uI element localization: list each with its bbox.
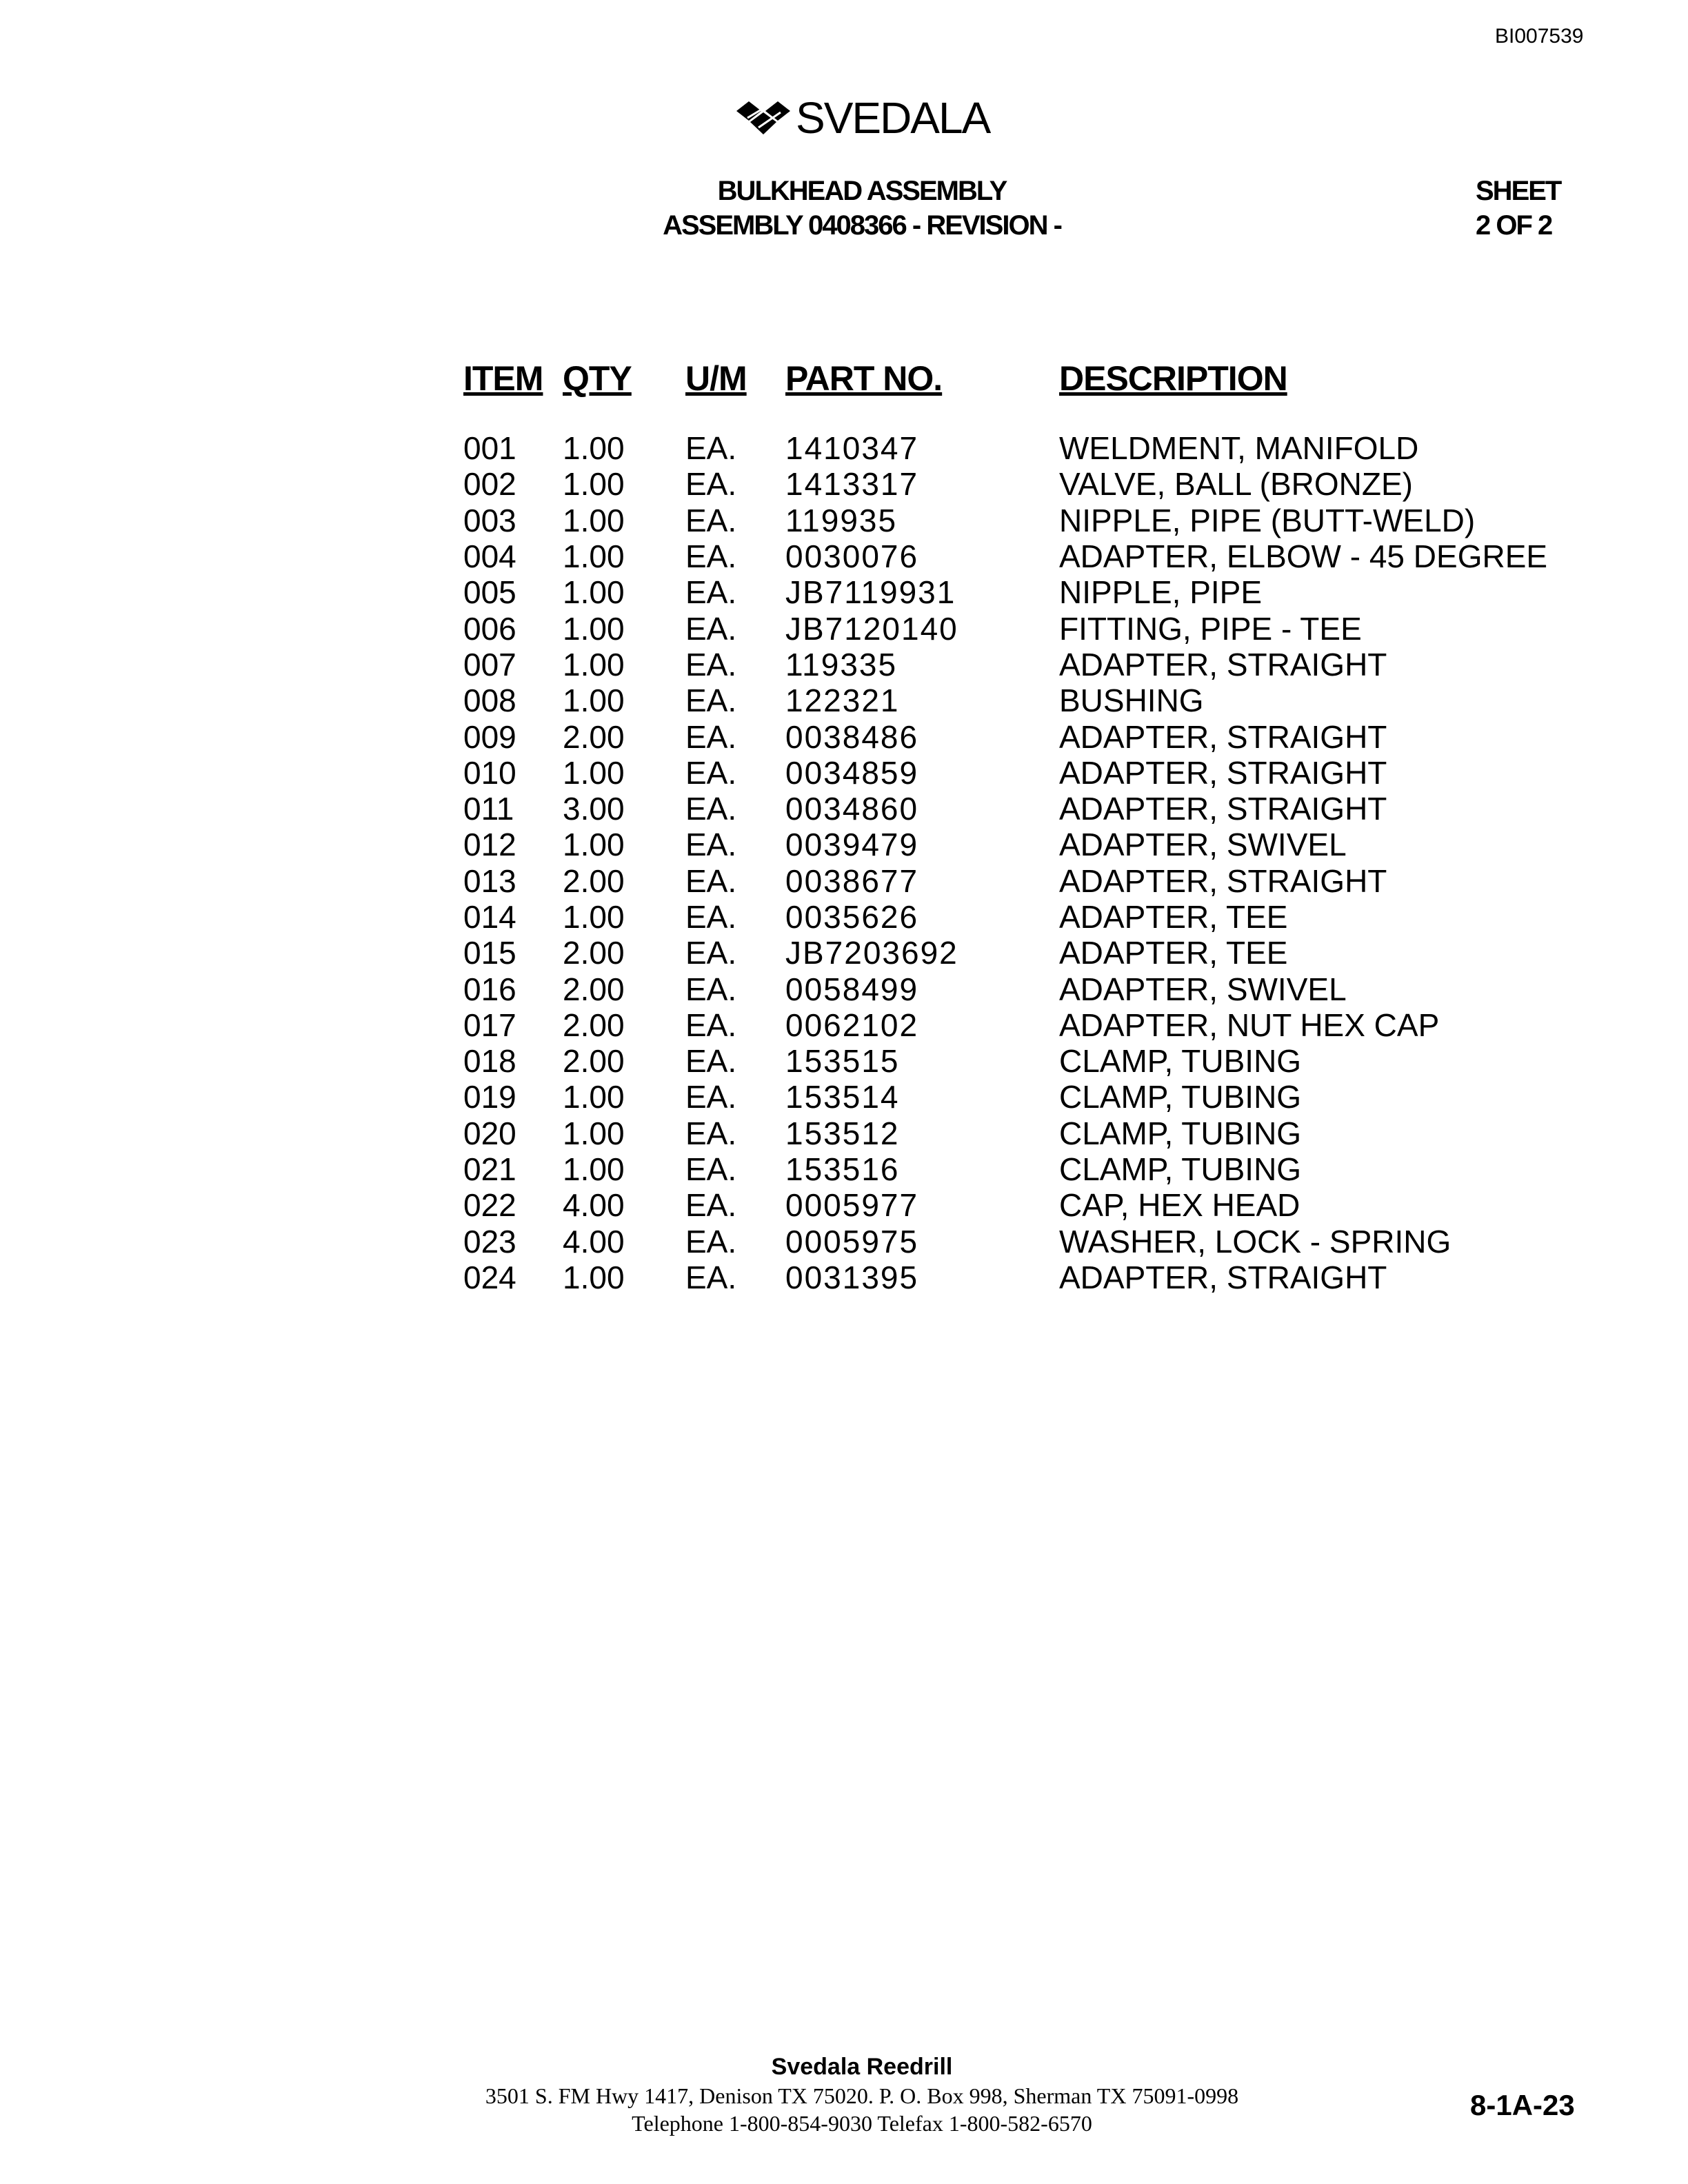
table-row xyxy=(463,430,1556,466)
unit-of-measure-cell: EA. xyxy=(685,682,737,719)
description-cell: ADAPTER, TEE xyxy=(1059,935,1288,971)
item-number-cell: 022 xyxy=(463,1187,516,1224)
column-header-part-no: PART NO. xyxy=(785,359,943,398)
item-number-cell: 021 xyxy=(463,1151,516,1188)
description-cell: BUSHING xyxy=(1059,682,1204,719)
quantity-cell: 1.00 xyxy=(563,646,625,682)
description-cell: NIPPLE, PIPE xyxy=(1059,574,1263,611)
part-number-cell: 1413317 xyxy=(785,466,919,503)
unit-of-measure-cell: EA. xyxy=(685,502,737,538)
item-number-cell: 004 xyxy=(463,538,516,575)
quantity-cell: 2.00 xyxy=(563,1043,625,1080)
part-number-cell: 153515 xyxy=(785,1043,900,1080)
sheet-value: 2 OF 2 xyxy=(1476,210,1552,241)
item-number-cell: 013 xyxy=(463,862,516,899)
unit-of-measure-cell: EA. xyxy=(685,1079,737,1115)
part-number-cell: 153514 xyxy=(785,1079,900,1115)
description-cell: ADAPTER, STRAIGHT xyxy=(1059,646,1387,682)
company-logo xyxy=(734,94,996,142)
document-title: BULKHEAD ASSEMBLY xyxy=(717,176,1007,206)
svedala-diamond-logo-icon xyxy=(734,97,793,139)
table-row xyxy=(463,1260,1556,1295)
description-cell: ADAPTER, SWIVEL xyxy=(1059,827,1347,863)
quantity-cell: 1.00 xyxy=(563,1151,625,1188)
table-row xyxy=(463,935,1556,971)
table-row xyxy=(463,755,1556,791)
description-cell: VALVE, BALL (BRONZE) xyxy=(1059,466,1413,503)
table-row xyxy=(463,1007,1556,1043)
part-number-cell: 0038486 xyxy=(785,718,919,755)
table-row xyxy=(463,647,1556,682)
item-number-cell: 016 xyxy=(463,971,516,1007)
footer-address: 3501 S. FM Hwy 1417, Denison TX 75020. P. O. Box 998, Sherman TX 75091-0998 xyxy=(485,2083,1239,2108)
item-number-cell: 006 xyxy=(463,610,516,647)
footer-company: Svedala Reedrill xyxy=(771,2054,953,2080)
part-number-cell: 122321 xyxy=(785,682,900,719)
table-row xyxy=(463,1043,1556,1079)
part-number-cell: 153516 xyxy=(785,1151,900,1188)
table-row xyxy=(463,718,1556,754)
part-number-cell: 153512 xyxy=(785,1115,900,1151)
item-number-cell: 011 xyxy=(463,791,514,827)
part-number-cell: 0035626 xyxy=(785,899,919,935)
quantity-cell: 4.00 xyxy=(563,1223,625,1260)
quantity-cell: 1.00 xyxy=(563,1259,625,1295)
quantity-cell: 1.00 xyxy=(563,574,625,611)
description-cell: NIPPLE, PIPE (BUTT-WELD) xyxy=(1059,502,1476,538)
description-cell: CAP, HEX HEAD xyxy=(1059,1187,1300,1224)
quantity-cell: 1.00 xyxy=(563,899,625,935)
sheet-indicator xyxy=(1476,174,1572,243)
part-number-cell: 0039479 xyxy=(785,827,919,863)
quantity-cell: 2.00 xyxy=(563,935,625,971)
description-cell: CLAMP, TUBING xyxy=(1059,1151,1302,1188)
unit-of-measure-cell: EA. xyxy=(685,827,737,863)
table-row xyxy=(463,538,1556,574)
unit-of-measure-cell: EA. xyxy=(685,718,737,755)
part-number-cell: JB7203692 xyxy=(785,935,958,971)
unit-of-measure-cell: EA. xyxy=(685,1007,737,1043)
unit-of-measure-cell: EA. xyxy=(685,862,737,899)
title-block xyxy=(579,174,1145,243)
quantity-cell: 3.00 xyxy=(563,791,625,827)
document-subtitle: ASSEMBLY 0408366 - REVISION - xyxy=(663,210,1061,241)
quantity-cell: 4.00 xyxy=(563,1187,625,1224)
unit-of-measure-cell: EA. xyxy=(685,646,737,682)
unit-of-measure-cell: EA. xyxy=(685,935,737,971)
document-id: BI007539 xyxy=(1495,25,1584,48)
description-cell: ADAPTER, STRAIGHT xyxy=(1059,718,1387,755)
item-number-cell: 008 xyxy=(463,682,516,719)
description-cell: WASHER, LOCK - SPRING xyxy=(1059,1223,1451,1260)
quantity-cell: 1.00 xyxy=(563,1079,625,1115)
logo-wordmark: SVEDALA xyxy=(796,93,990,143)
description-cell: ADAPTER, ELBOW - 45 DEGREE xyxy=(1059,538,1548,575)
item-number-cell: 019 xyxy=(463,1079,516,1115)
unit-of-measure-cell: EA. xyxy=(685,791,737,827)
part-number-cell: 0030076 xyxy=(785,538,919,575)
part-number-cell: 1410347 xyxy=(785,430,919,467)
quantity-cell: 1.00 xyxy=(563,1115,625,1151)
quantity-cell: 1.00 xyxy=(563,466,625,503)
unit-of-measure-cell: EA. xyxy=(685,1187,737,1224)
quantity-cell: 1.00 xyxy=(563,538,625,575)
item-number-cell: 015 xyxy=(463,935,516,971)
table-row xyxy=(463,827,1556,862)
unit-of-measure-cell: EA. xyxy=(685,1259,737,1295)
quantity-cell: 1.00 xyxy=(563,754,625,791)
unit-of-measure-cell: EA. xyxy=(685,610,737,647)
part-number-cell: 0005977 xyxy=(785,1187,919,1224)
description-cell: CLAMP, TUBING xyxy=(1059,1043,1302,1080)
quantity-cell: 2.00 xyxy=(563,971,625,1007)
quantity-cell: 1.00 xyxy=(563,502,625,538)
unit-of-measure-cell: EA. xyxy=(685,899,737,935)
item-number-cell: 012 xyxy=(463,827,516,863)
table-row xyxy=(463,574,1556,610)
parts-list-table xyxy=(463,358,1556,1295)
quantity-cell: 1.00 xyxy=(563,682,625,719)
unit-of-measure-cell: EA. xyxy=(685,1223,737,1260)
part-number-cell: 0062102 xyxy=(785,1007,919,1043)
quantity-cell: 2.00 xyxy=(563,1007,625,1043)
item-number-cell: 020 xyxy=(463,1115,516,1151)
description-cell: ADAPTER, STRAIGHT xyxy=(1059,791,1387,827)
item-number-cell: 018 xyxy=(463,1043,516,1080)
table-row xyxy=(463,1224,1556,1260)
description-cell: ADAPTER, STRAIGHT xyxy=(1059,862,1387,899)
table-row xyxy=(463,1079,1556,1115)
footer-phone: Telephone 1-800-854-9030 Telefax 1-800-582-6570 xyxy=(632,2111,1092,2136)
parts-list-body xyxy=(463,410,1556,1295)
column-header-description: DESCRIPTION xyxy=(1059,359,1287,398)
item-number-cell: 007 xyxy=(463,646,516,682)
table-header-row xyxy=(463,358,1556,410)
part-number-cell: 0031395 xyxy=(785,1259,919,1295)
part-number-cell: 119935 xyxy=(785,502,898,538)
column-header-item: ITEM xyxy=(463,359,543,398)
footer xyxy=(386,2052,1338,2137)
description-cell: CLAMP, TUBING xyxy=(1059,1115,1302,1151)
unit-of-measure-cell: EA. xyxy=(685,1115,737,1151)
description-cell: ADAPTER, TEE xyxy=(1059,899,1288,935)
part-number-cell: JB7119931 xyxy=(785,574,956,611)
table-row xyxy=(463,1187,1556,1223)
table-row xyxy=(463,899,1556,935)
part-number-cell: 0034860 xyxy=(785,791,919,827)
unit-of-measure-cell: EA. xyxy=(685,1151,737,1188)
part-number-cell: JB7120140 xyxy=(785,610,958,647)
description-cell: WELDMENT, MANIFOLD xyxy=(1059,430,1419,467)
item-number-cell: 024 xyxy=(463,1259,516,1295)
item-number-cell: 002 xyxy=(463,466,516,503)
part-number-cell: 0058499 xyxy=(785,971,919,1007)
item-number-cell: 023 xyxy=(463,1223,516,1260)
table-row xyxy=(463,682,1556,718)
unit-of-measure-cell: EA. xyxy=(685,1043,737,1080)
description-cell: ADAPTER, STRAIGHT xyxy=(1059,754,1387,791)
column-header-um: U/M xyxy=(685,359,747,398)
item-number-cell: 001 xyxy=(463,430,516,467)
description-cell: ADAPTER, NUT HEX CAP xyxy=(1059,1007,1440,1043)
unit-of-measure-cell: EA. xyxy=(685,971,737,1007)
unit-of-measure-cell: EA. xyxy=(685,538,737,575)
table-row xyxy=(463,1151,1556,1187)
unit-of-measure-cell: EA. xyxy=(685,430,737,467)
quantity-cell: 2.00 xyxy=(563,718,625,755)
table-row xyxy=(463,503,1556,538)
description-cell: FITTING, PIPE - TEE xyxy=(1059,610,1362,647)
table-row xyxy=(463,466,1556,502)
quantity-cell: 2.00 xyxy=(563,862,625,899)
item-number-cell: 005 xyxy=(463,574,516,611)
description-cell: ADAPTER, SWIVEL xyxy=(1059,971,1347,1007)
table-row xyxy=(463,1115,1556,1151)
description-cell: ADAPTER, STRAIGHT xyxy=(1059,1259,1387,1295)
table-row xyxy=(463,971,1556,1007)
table-row xyxy=(463,791,1556,827)
description-cell: CLAMP, TUBING xyxy=(1059,1079,1302,1115)
part-number-cell: 0005975 xyxy=(785,1223,919,1260)
header-spacer xyxy=(463,410,1556,430)
item-number-cell: 003 xyxy=(463,502,516,538)
quantity-cell: 1.00 xyxy=(563,430,625,467)
part-number-cell: 0034859 xyxy=(785,754,919,791)
unit-of-measure-cell: EA. xyxy=(685,466,737,503)
item-number-cell: 010 xyxy=(463,754,516,791)
sheet-label: SHEET xyxy=(1476,176,1561,206)
quantity-cell: 1.00 xyxy=(563,610,625,647)
quantity-cell: 1.00 xyxy=(563,827,625,863)
unit-of-measure-cell: EA. xyxy=(685,754,737,791)
part-number-cell: 0038677 xyxy=(785,862,919,899)
table-row xyxy=(463,610,1556,646)
column-header-qty: QTY xyxy=(563,359,632,398)
item-number-cell: 014 xyxy=(463,899,516,935)
unit-of-measure-cell: EA. xyxy=(685,574,737,611)
item-number-cell: 009 xyxy=(463,718,516,755)
part-number-cell: 119335 xyxy=(785,646,898,682)
page-code: 8-1A-23 xyxy=(1470,2089,1575,2121)
table-row xyxy=(463,863,1556,899)
item-number-cell: 017 xyxy=(463,1007,516,1043)
